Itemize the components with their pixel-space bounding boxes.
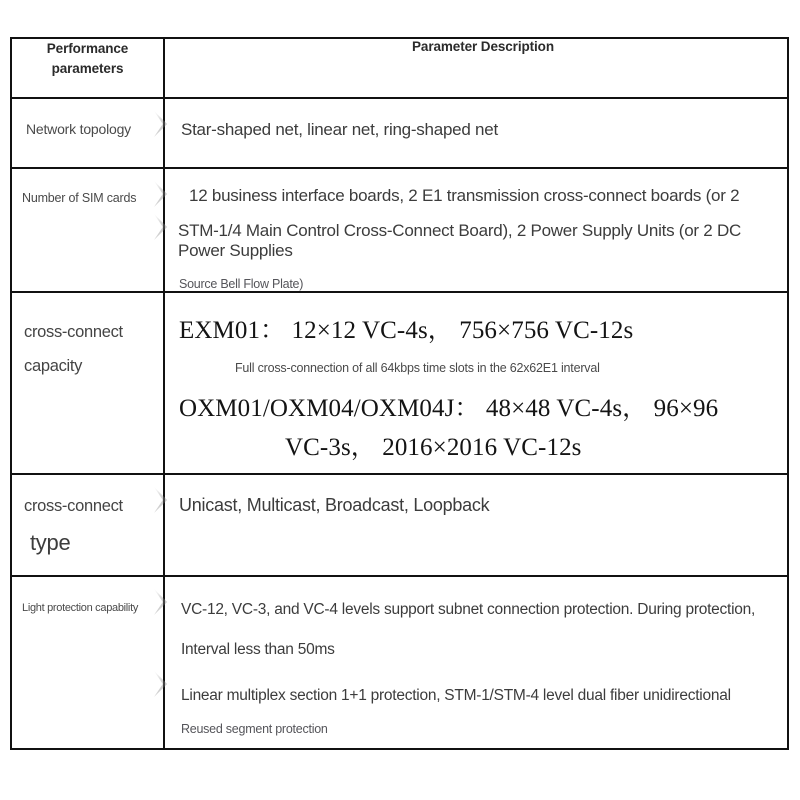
row-label-network-topology: Network topology xyxy=(26,121,131,137)
table-header-row xyxy=(11,38,788,98)
description-text: Star-shaped net, linear net, ring-shaped net xyxy=(181,120,498,139)
description-line xyxy=(165,206,787,261)
table-row xyxy=(11,168,788,292)
header-cell-parameter-description xyxy=(164,38,788,98)
header-cell-performance-parameters xyxy=(11,38,164,98)
description-text: Full cross-connection of all 64kbps time slots in the 62x62E1 interval xyxy=(235,361,600,375)
description-text: Unicast, Multicast, Broadcast, Loopback xyxy=(179,495,490,515)
description-line xyxy=(165,169,787,206)
description-text: VC-12, VC-3, and VC-4 levels support subnet connection protection. During protection, xyxy=(181,601,756,618)
description-text: EXM01： 12×12 VC-4s， 756×756 VC-12s xyxy=(179,317,634,344)
row-label-cell-cross-connect-type xyxy=(11,474,164,576)
row-description-cell-network-topology xyxy=(164,98,788,168)
row-label-line-2: capacity xyxy=(24,356,83,375)
description-line xyxy=(165,346,787,375)
description-line xyxy=(165,375,787,424)
row-label-light-protection-capability: Light protection capability xyxy=(22,602,139,614)
row-label-cross-connect-type xyxy=(12,475,163,556)
row-label-cell-light-protection-capability xyxy=(11,576,164,749)
table-row xyxy=(11,98,788,168)
row-label-number-of-sim-cards: Number of SIM cards xyxy=(22,191,137,205)
description-text: 12 business interface boards, 2 E1 transmission cross-connect boards (or 2 xyxy=(189,186,740,205)
description-line xyxy=(165,705,787,736)
description-text: OXM01/OXM04/OXM04J： 48×48 VC-4s， 96×96 xyxy=(179,395,719,422)
description-line xyxy=(165,293,787,346)
description-line xyxy=(165,619,787,659)
row-label-line-2: type xyxy=(30,530,71,555)
row-description-cell-number-of-sim-cards xyxy=(164,168,788,292)
row-label-line-1: cross-connect xyxy=(24,497,123,515)
header-label-performance-parameters xyxy=(12,39,163,78)
description-text: VC-3s， 2016×2016 VC-12s xyxy=(285,434,582,461)
specification-table xyxy=(10,37,789,750)
description-line xyxy=(165,577,787,619)
row-description-cell-cross-connect-capacity xyxy=(164,292,788,474)
description-text: Interval less than 50ms xyxy=(181,641,335,658)
description-line xyxy=(165,659,787,705)
description-line xyxy=(165,261,787,291)
header-label-parameter-description: Parameter Description xyxy=(412,39,554,54)
description-text: Reused segment protection xyxy=(181,722,328,736)
row-description-cell-light-protection-capability xyxy=(164,576,788,749)
row-label-cell-network-topology xyxy=(11,98,164,168)
header-label-line-1: Performance xyxy=(46,41,129,56)
description-text: Linear multiplex section 1+1 protection, STM-1/STM-4 level dual fiber unidirectional xyxy=(181,687,731,704)
description-line xyxy=(165,99,787,140)
description-line xyxy=(165,424,787,463)
row-label-cell-number-of-sim-cards xyxy=(11,168,164,292)
description-text: Source Bell Flow Plate) xyxy=(179,277,304,291)
header-label-line-2: parameters xyxy=(51,60,124,76)
row-label-cell-cross-connect-capacity xyxy=(11,292,164,474)
table-row xyxy=(11,576,788,749)
row-label-cross-connect-capacity xyxy=(12,293,163,384)
table-row xyxy=(11,474,788,576)
table-row xyxy=(11,292,788,474)
description-text: STM-1/4 Main Control Cross-Connect Board), 2 Power Supply Units (or 2 DC Power Supplies xyxy=(178,221,742,260)
row-description-cell-cross-connect-type xyxy=(164,474,788,576)
row-label-line-1: cross-connect xyxy=(24,323,123,341)
description-line xyxy=(165,475,787,516)
